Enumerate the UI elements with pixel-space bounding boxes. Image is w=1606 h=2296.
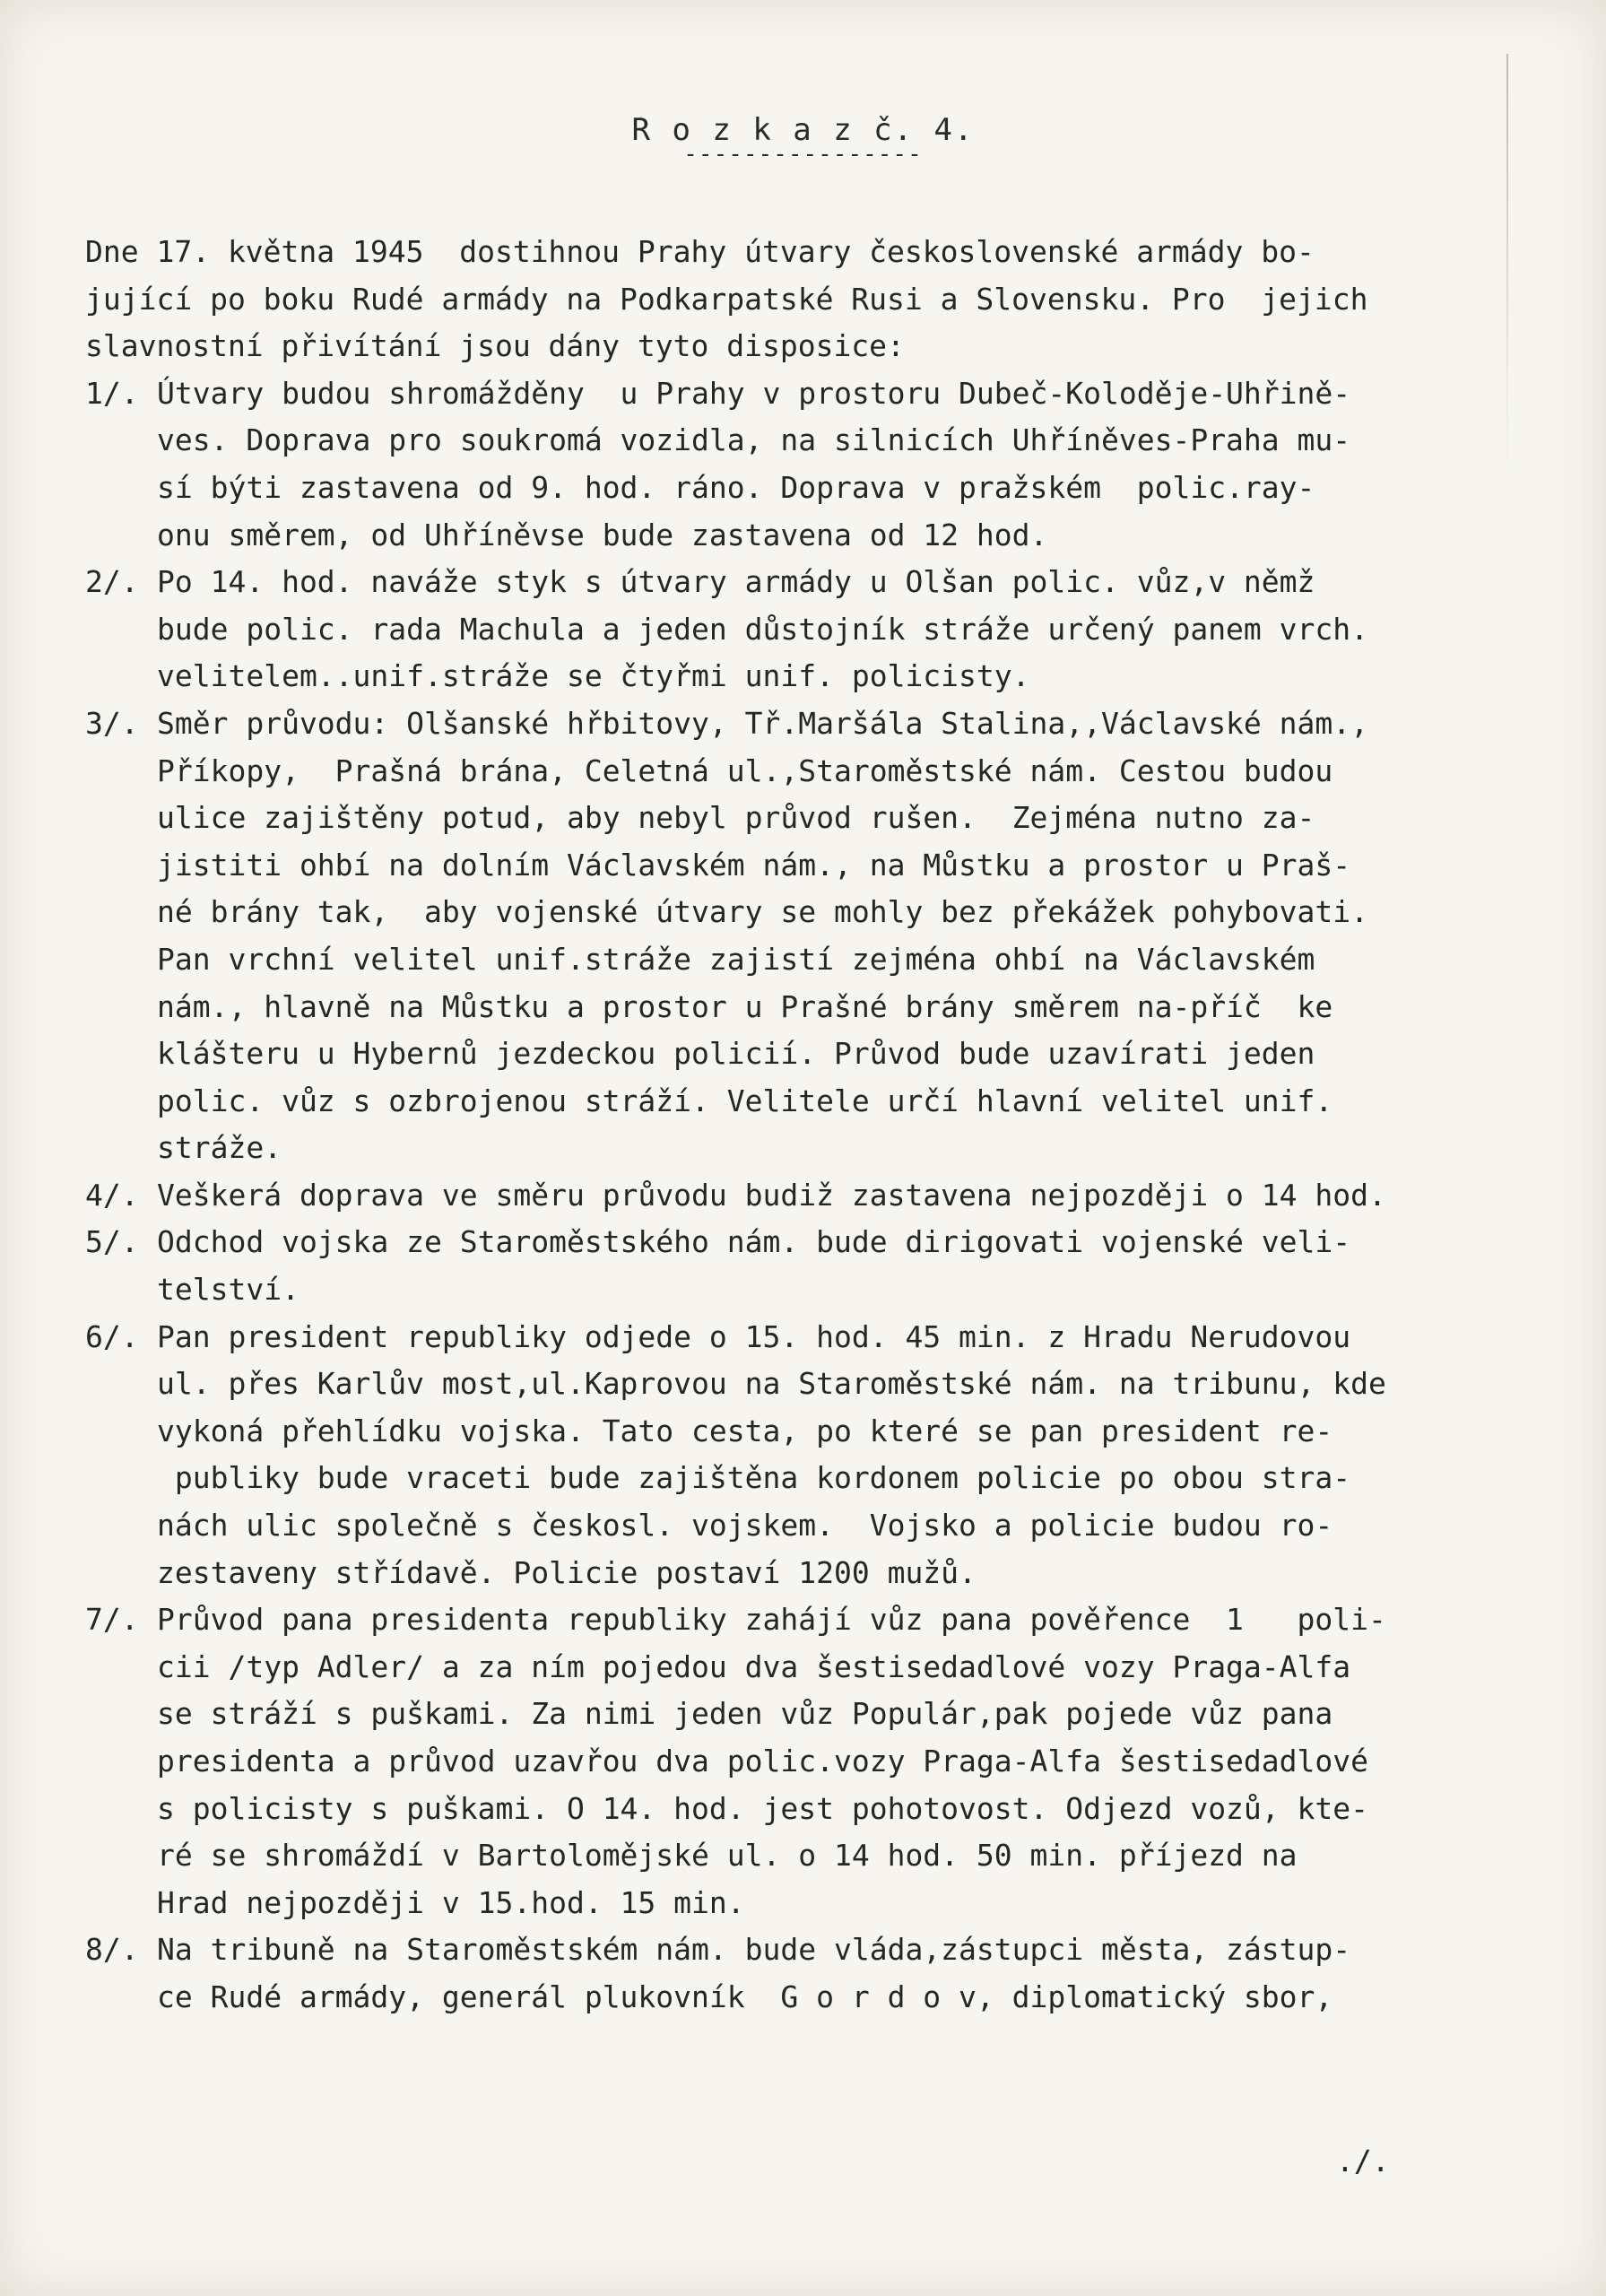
item-number: 7/. (85, 1602, 139, 1638)
item-line (85, 1550, 1556, 1597)
item-line (85, 842, 1556, 890)
item-text: sí býti zastavena od 9. hod. ráno. Doprava v pražském polic.ray- (157, 469, 1315, 505)
item-line (85, 1361, 1556, 1408)
item-text: s policisty s puškami. O 14. hod. jest pohotovost. Odjezd vozů, kte- (157, 1790, 1369, 1826)
item-text: ul. přes Karlův most,ul.Kaprovou na Staroměstské nám. na tribunu, kde (157, 1366, 1386, 1402)
item-first-line (85, 1219, 1556, 1266)
item-line (85, 512, 1556, 560)
item-text: telství. (157, 1272, 299, 1308)
item-line (85, 936, 1556, 984)
item-line (85, 1031, 1556, 1078)
item-text: Po 14. hod. naváže styk s útvary armády u Olšan polic. vůz,v němž (157, 564, 1315, 600)
item-line (85, 465, 1556, 512)
item-text: zestaveny střídavě. Policie postaví 1200 mužů. (157, 1554, 977, 1590)
item-number: 6/. (85, 1318, 139, 1354)
item-line (85, 795, 1556, 842)
item-text: Hrad nejpozději v 15.hod. 15 min. (157, 1884, 745, 1920)
item-text: nách ulic společně s českosl. vojskem. Vojsko a policie budou ro- (157, 1508, 1333, 1544)
item-line (85, 748, 1556, 796)
item-line (85, 1125, 1556, 1172)
intro-line: Dne 17. května 1945 dostihnou Prahy útvary československé armády bo- (85, 234, 1315, 269)
item-text: Příkopy, Prašná brána, Celetná ul.,Staroměstské nám. Cestou budou (157, 752, 1333, 788)
item-first-line (85, 1596, 1556, 1644)
item-number: 3/. (85, 705, 139, 741)
document-body (85, 229, 1556, 2022)
item-line (85, 1738, 1556, 1786)
item-number: 4/. (85, 1177, 139, 1213)
item-line (85, 1078, 1556, 1126)
item-text: nám., hlavně na Můstku a prostor u Prašné brány směrem na-příč ke (157, 988, 1333, 1024)
item-text: onu směrem, od Uhříněvse bude zastavena od 12 hod. (157, 517, 1048, 552)
item-line (85, 1455, 1556, 1502)
item-text: presidenta a průvod uzavřou dva polic.vozy Praga-Alfa šestisedadlové (157, 1744, 1369, 1779)
item-line (85, 606, 1556, 654)
item-text: Odchod vojska ze Staroměstského nám. bude dirigovati vojenské veli- (157, 1224, 1351, 1260)
item-text: velitelem..unif.stráže se čtyřmi unif. policisty. (157, 658, 1030, 694)
item-text: bude polic. rada Machula a jeden důstojník stráže určený panem vrch. (157, 611, 1369, 647)
item-line (85, 417, 1556, 465)
item-text: ré se shromáždí v Bartolomějské ul. o 14 hod. 50 min. příjezd na (157, 1838, 1298, 1874)
item-text: Průvod pana presidenta republiky zahájí vůz pana pověřence 1 poli- (157, 1602, 1386, 1638)
item-line (85, 1502, 1556, 1550)
item-line (85, 984, 1556, 1031)
item-text: ce Rudé armády, generál plukovník G o r d o v, diplomatický sbor, (157, 1979, 1333, 2014)
item-line (85, 889, 1556, 936)
item-text: Útvary budou shromážděny u Prahy v prostoru Dubeč-Koloděje-Uhřině- (157, 375, 1351, 411)
item-first-line (85, 559, 1556, 606)
item-text: polic. vůz s ozbrojenou stráží. Velitele určí hlavní velitel unif. (157, 1083, 1333, 1118)
item-line (85, 1408, 1556, 1456)
item-text: Pan president republiky odjede o 15. hod. 45 min. z Hradu Nerudovou (157, 1318, 1351, 1354)
item-line (85, 1266, 1556, 1314)
title-underline: ---------------- (683, 141, 923, 168)
item-first-line (85, 1172, 1556, 1220)
item-text: né brány tak, aby vojenské útvary se mohly bez překážek pohybovati. (157, 894, 1369, 930)
item-text: Veškerá doprava ve směru průvodu budiž zastavena nejpozději o 14 hod. (157, 1177, 1386, 1213)
item-text: se stráží s puškami. Za nimi jeden vůz Populár,pak pojede vůz pana (157, 1696, 1333, 1732)
document-title (0, 112, 1606, 168)
item-line (85, 1974, 1556, 2022)
item-text: cii /typ Adler/ a za ním pojedou dva šestisedadlové vozy Praga-Alfa (157, 1648, 1351, 1684)
item-text: ves. Doprava pro soukromá vozidla, na silnicích Uhříněves-Praha mu- (157, 422, 1351, 458)
item-line (85, 653, 1556, 700)
intro-line: slavnostní přivítání jsou dány tyto disposice: (85, 328, 905, 364)
item-text: jistiti ohbí na dolním Václavském nám., na Můstku a prostor u Praš- (157, 847, 1351, 883)
item-line (85, 1832, 1556, 1880)
continuation-mark: ./. (1336, 2144, 1390, 2179)
item-line (85, 1691, 1556, 1738)
item-text: Směr průvodu: Olšanské hřbitovy, Tř.Maršála Stalina,,Václavské nám., (157, 705, 1369, 741)
item-text: stráže. (157, 1130, 282, 1166)
intro-line: jující po boku Rudé armády na Podkarpatské Rusi a Slovensku. Pro jejich (85, 281, 1368, 317)
item-text: klášteru u Hybernů jezdeckou policií. Průvod bude uzavírati jeden (157, 1036, 1315, 1072)
title-text: R o z k a z č. 4. (631, 112, 975, 148)
item-text: Pan vrchní velitel unif.stráže zajistí zejména ohbí na Václavském (157, 941, 1315, 977)
item-text: Na tribuně na Staroměstském nám. bude vláda,zástupci města, zástup- (157, 1932, 1351, 1968)
item-number: 5/. (85, 1224, 139, 1260)
item-number: 2/. (85, 564, 139, 600)
item-line (85, 1880, 1556, 1927)
item-text: vykoná přehlídku vojska. Tato cesta, po které se pan president re- (157, 1413, 1333, 1448)
item-line (85, 1786, 1556, 1833)
item-text: publiky bude vraceti bude zajištěna kordonem policie po obou stra- (157, 1460, 1351, 1496)
item-line (85, 1644, 1556, 1692)
item-number: 1/. (85, 375, 139, 411)
item-first-line (85, 700, 1556, 748)
item-number: 8/. (85, 1932, 139, 1968)
item-first-line (85, 1314, 1556, 1361)
item-first-line (85, 1926, 1556, 1974)
item-first-line (85, 370, 1556, 418)
item-text: ulice zajištěny potud, aby nebyl průvod rušen. Zejména nutno za- (157, 800, 1315, 836)
